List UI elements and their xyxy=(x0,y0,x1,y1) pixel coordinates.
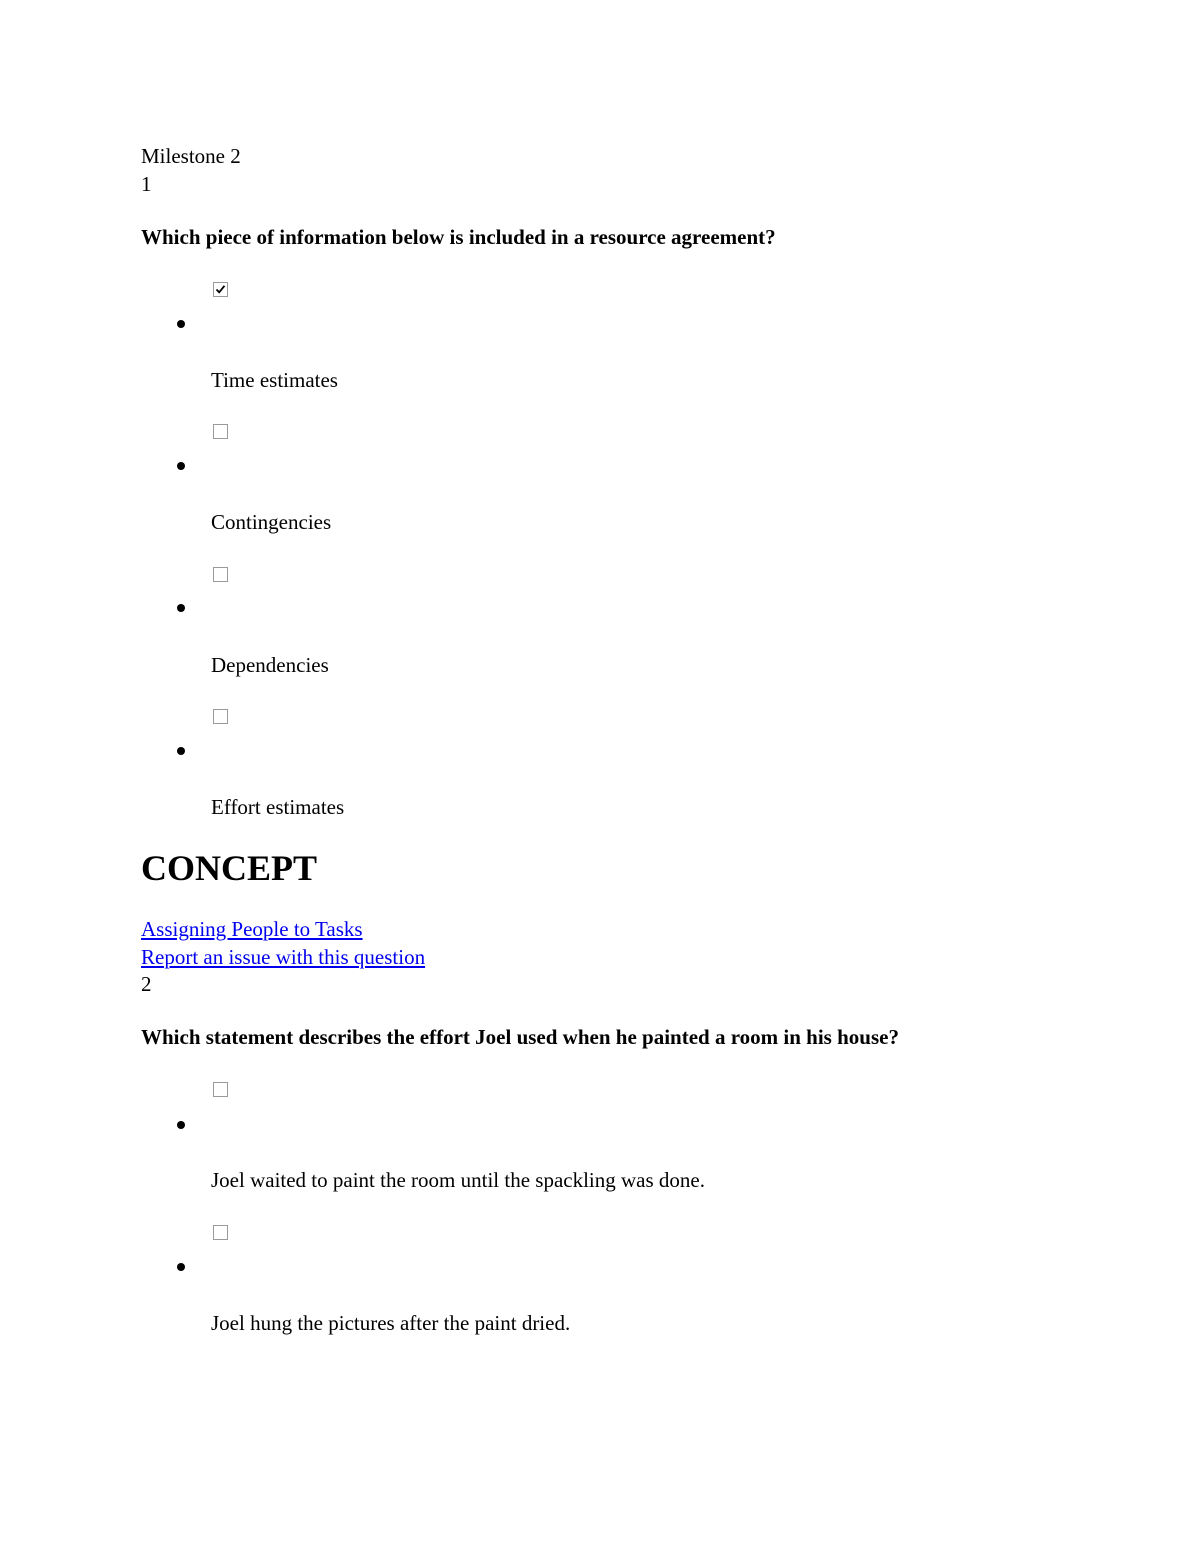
answer-label: Contingencies xyxy=(211,510,332,534)
concept-link[interactable]: Assigning People to Tasks xyxy=(141,917,363,941)
bullet-icon xyxy=(177,320,185,328)
checkmark-icon xyxy=(215,284,226,295)
answer-label: Time estimates xyxy=(211,368,338,392)
question-text: Which statement describes the effort Joel used when he painted a room in his house? xyxy=(141,1025,899,1049)
answer-checkbox[interactable] xyxy=(213,1082,228,1097)
bullet-icon xyxy=(177,604,185,612)
document-title: Milestone 2 xyxy=(141,144,241,168)
question-number: 1 xyxy=(141,172,152,196)
answer-checkbox[interactable] xyxy=(213,709,228,724)
bullet-icon xyxy=(177,1121,185,1129)
report-issue-link[interactable]: Report an issue with this question xyxy=(141,945,426,969)
answer-label: Joel hung the pictures after the paint dried. xyxy=(211,1311,571,1335)
answer-label: Joel waited to paint the room until the spackling was done. xyxy=(211,1168,705,1192)
answer-checkbox[interactable] xyxy=(213,282,228,297)
answer-checkbox[interactable] xyxy=(213,1225,228,1240)
bullet-icon xyxy=(177,1263,185,1271)
answer-label: Dependencies xyxy=(211,653,329,677)
bullet-icon xyxy=(177,462,185,470)
question-text: Which piece of information below is included in a resource agreement? xyxy=(141,225,776,249)
answer-label: Effort estimates xyxy=(211,795,345,819)
bullet-icon xyxy=(177,747,185,755)
answer-checkbox[interactable] xyxy=(213,424,228,439)
question-number: 2 xyxy=(141,972,152,996)
answer-checkbox[interactable] xyxy=(213,567,228,582)
concept-heading: CONCEPT xyxy=(141,848,318,888)
